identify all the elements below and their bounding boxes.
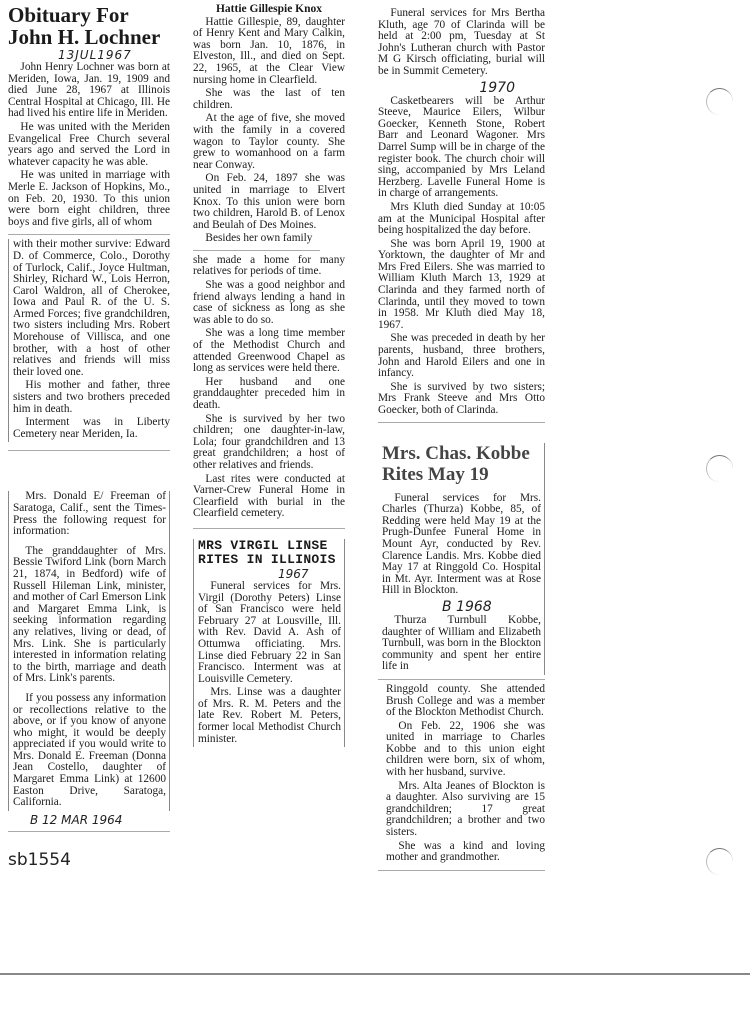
binder-hole-mark	[706, 848, 733, 875]
kluth-paragraph: She was born April 19, 1900 at Yorktown, the daughter of Mr and Mrs Fred Eilers. She was married to William Kluth March 13, 1929 at Clarinda and they farmed north of Clarinda, until they moved to town in 1958. Mr Kluth died May 18, 1967.	[378, 237, 545, 331]
lochner-paragraph: His mother and father, three sisters and two brothers preceded him in death.	[13, 379, 170, 415]
kluth-paragraph: Casketbearers will be Arthur Steeve, Maurice Eilers, Wilbur Goecker, Kenneth Stone, Robert Barr and Leonard Wagoner. Mrs Darrel Sump will be in charge of the register book. The church choir will sing, accompanied by Mrs Leland Herzberg. Lavelle Funeral Home is in charge of arrangements.	[378, 94, 545, 200]
knox-paragraph: Her husband and one granddaughter preceded him in death.	[193, 375, 345, 411]
lochner-handwritten-date: 13JUL1967	[58, 48, 132, 62]
knox-paragraph: At the age of five, she moved with the family in a covered wagon to Taylor county. She grew to womanhood on a farm near Conway.	[193, 112, 345, 171]
linse-obituary	[193, 539, 345, 747]
freeman-handwritten-note: B 12 MAR 1964	[30, 812, 123, 827]
linse-title-line2: RITES IN ILLINOIS	[198, 551, 336, 567]
divider	[378, 870, 545, 871]
lochner-paragraph: He was united with the Meriden Evangelical Free Church several years ago and served the Lord in whatever capacity he was able.	[8, 120, 170, 168]
linse-paragraph: Mrs. Linse was a daughter of Mrs. R. M. Peters and the late Rev. Robert M. Peters, former local Methodist Church minister.	[198, 686, 341, 745]
column-2	[193, 4, 345, 747]
knox-paragraph: Hattie Gillespie, 89, daughter of Henry Kent and Mary Calkin, was born Jan. 10, 1876, in Elveston, Ill., and died on Sept. 22, 1965, at the Clear View nursing home in Clearfield.	[193, 15, 345, 86]
lochner-paragraph: John Henry Lochner was born at Meriden, Iowa, Jan. 19, 1909 and died June 28, 1967 at Illinois Central Hospital at Chicago, Ill. He had lived his entire life in Meriden.	[8, 61, 170, 120]
divider	[8, 450, 170, 451]
knox-paragraph: she made a home for many relatives for periods of time.	[193, 253, 345, 278]
kobbe-obituary-continued	[378, 684, 545, 866]
kluth-paragraph: Funeral services for Mrs Bertha Kluth, age 70 of Clarinda will be held at 2:00 pm, Tuesday at St John's Lutheran church with Pastor M G Kirsch officiating, burial will be in Summit Cemetery.	[378, 7, 545, 77]
divider	[8, 831, 170, 832]
kluth-obituary	[378, 8, 545, 419]
kluth-paragraph: Mrs Kluth died Sunday at 10:05 am at the Municipal Hospital after being hospitalized the day before.	[378, 200, 545, 237]
binder-hole-mark	[706, 88, 733, 115]
knox-paragraph: She was a long time member of the Methodist Church and attended Greenwood Chapel as long as services were held there.	[193, 327, 345, 375]
kobbe-paragraph: Mrs. Alta Jeanes of Blockton is a daughter. Also surviving are 15 grandchildren; 17 great grandchildren; a brother and two sisters.	[386, 779, 545, 839]
kobbe-paragraph: On Feb. 22, 1906 she was united in marriage to Charles Kobbe and to this union eight children were born, six of whom, with her husband, survive.	[386, 719, 545, 779]
kobbe-title-line1: Mrs. Chas. Kobbe	[382, 442, 530, 464]
archive-id: sb1554	[8, 849, 71, 870]
kobbe-paragraph: Thurza Turnbull Kobbe, daughter of William and Elizabeth Turnbull, was born in the Blockton community and spent her entire life in	[382, 613, 541, 673]
kobbe-paragraph: She was a kind and loving mother and grandmother.	[386, 839, 545, 864]
lochner-title-line2: John H. Lochner	[8, 25, 161, 49]
kluth-paragraph: She is survived by two sisters; Mrs Frank Steeve and Mrs Otto Goecker, both of Clarinda.	[378, 380, 545, 416]
kobbe-obituary	[378, 443, 545, 675]
freeman-paragraph: If you possess any information or recollections relative to the above, or if you know of anyone who might, it would be deeply appreciated if you would write to Mrs. Donald E. Freeman (Donna Jean Costello, daughter of Margaret Emma Link) at 12600 Easton Drive, Saratoga, California.	[13, 691, 166, 809]
knox-paragraph: She was a good neighbor and friend always lending a hand in case of sickness as long as she was able to do so.	[193, 279, 345, 326]
knox-paragraph: On Feb. 24, 1897 she was united in marriage to Elvert Knox. To this union were born two children, Harold B. of Lenox and Beulah of Des Moines.	[193, 172, 345, 231]
lochner-paragraph: He was united in marriage with Merle E. Jackson of Hopkins, Mo., on Feb. 20, 1930. To this union were born eight children, three boys and five girls, all of whom	[8, 169, 170, 228]
knox-title: Hattie Gillespie Knox	[215, 3, 323, 15]
divider	[193, 528, 345, 529]
binder-hole-mark	[706, 455, 733, 482]
lochner-paragraph: Interment was in Liberty Cemetery near Meriden, Ia.	[13, 416, 170, 440]
kluth-handwritten-year: 1970	[479, 79, 515, 96]
divider	[378, 679, 545, 680]
divider	[8, 234, 170, 235]
kluth-paragraph: She was preceded in death by her parents, husband, three brothers, John and Harold Eilers and one in infancy.	[378, 332, 545, 380]
kobbe-handwritten-note: B 1968	[442, 598, 492, 615]
linse-title-line1: MRS VIRGIL LINSE	[198, 537, 328, 553]
lochner-title-line1: Obituary For	[8, 3, 129, 27]
lochner-obituary-continued	[8, 239, 170, 442]
freeman-paragraph: Mrs. Donald E/ Freeman of Saratoga, Calif., sent the Times-Press the following request for information:	[13, 490, 166, 538]
divider	[193, 250, 320, 251]
kobbe-title-line2: Rites May 19	[382, 463, 489, 485]
kobbe-paragraph: Ringgold county. She attended Brush College and was a member of the Blockton Methodist Church.	[386, 682, 545, 719]
knox-obituary	[193, 4, 345, 247]
kobbe-paragraph: Funeral services for Mrs. Charles (Thurza) Kobbe, 85, of Redding were held May 19 at the Prugh-Dunfee Funeral Home in Mount Ayr, conducted by Rev. Clarence Landis. Mrs. Kobbe died May 17 at Ringgold Co. Hospital in Mt. Ayr. Interment was at Rose Hill in Blockton.	[382, 491, 541, 597]
knox-paragraph: She is survived by her two children; one daughter-in-law, Lola; four grandchildren and 13 great grandchildren; a host of other relatives and friends.	[193, 412, 345, 471]
lochner-paragraph: with their mother survive: Edward D. of Commerce, Colo., Dorothy of Turlock, Calif., Joyce Hultman, Shirley, Richard W., Lois Herron, Carol Waldron, all of Cherokee, Iowa and Paul R. of the U. S. Armed Forces; five grandchildren, two sisters including Mrs. Robert Morehouse of Villisca, and one brother, with a host of other relatives and friends will miss their loved one.	[13, 238, 170, 378]
divider	[378, 422, 545, 423]
knox-paragraph: She was the last of ten children.	[193, 87, 345, 111]
knox-paragraph: Besides her own family	[205, 232, 313, 245]
knox-paragraph: Last rites were conducted at Varner-Crew Funeral Home in Clearfield with burial in the Clearfield cemetery.	[193, 472, 345, 520]
freeman-request	[8, 491, 170, 810]
linse-handwritten-year: 1967	[278, 566, 309, 581]
column-3	[378, 8, 545, 875]
lochner-obituary	[8, 4, 170, 230]
freeman-paragraph: The granddaughter of Mrs. Bessie Twiford Link (born March 21, 1874, in Bedford) wife of Russell Hileman Link, minister, and mother of Carl Emerson Link and Margaret Emma Link, is seeking information regarding any relatives, living or dead, of Mrs. Link. She is particularly interested in information relating to the birth, marriage and death of Mrs. Link's parents.	[13, 544, 166, 685]
column-1	[8, 4, 170, 870]
page-bottom-edge	[0, 973, 750, 975]
linse-paragraph: Funeral services for Mrs. Virgil (Dorothy Peters) Linse of San Francisco were held February 27 at Lousville, Ill. with Rev. David A. Ash of Ottumwa officiating. Mrs. Linse died February 22 in San Francisco. Interment was at Louisville Cemetery.	[198, 579, 341, 685]
knox-obituary-continued	[193, 255, 345, 522]
